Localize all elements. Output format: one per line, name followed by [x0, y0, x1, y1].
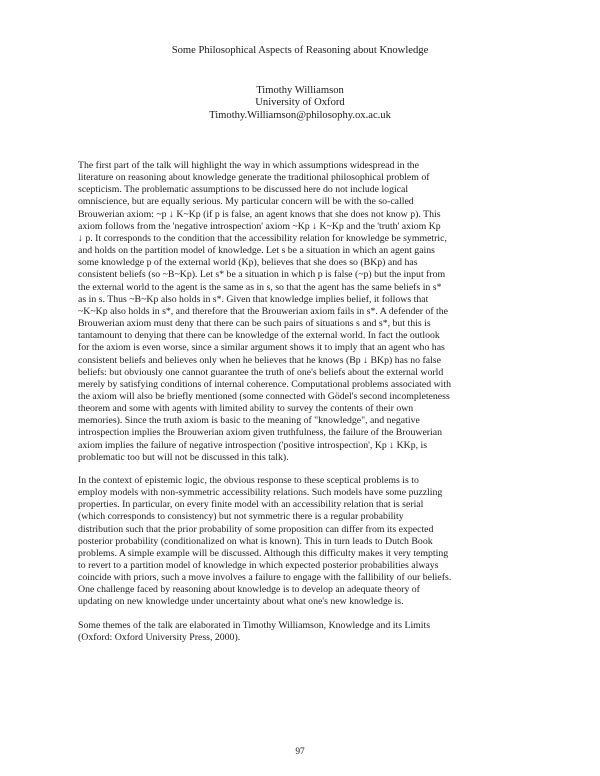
text-line: (Oxford: Oxford University Press, 2000).	[78, 631, 241, 643]
page-number: 97	[295, 747, 305, 757]
text-line: merely by satisfying conditions of internal coherence. Computational problems associated with	[78, 378, 452, 390]
text-line: the axiom will also be briefly mentioned (some connected with Gödel's second incompleteness	[78, 390, 450, 402]
text-line: coincide with priors, such a move involves a failure to engage with the fallibility of our beliefs.	[78, 572, 452, 584]
text-line: Some themes of the talk are elaborated in Timothy Williamson, Knowledge and its Limits	[78, 619, 431, 631]
text-line: scepticism. The problematic assumptions to be discussed here do not include logical	[78, 184, 409, 196]
text-line: (which corresponds to consistency) but not symmetric there is a regular probability	[78, 511, 404, 523]
text-line: problematic too but will not be discussed in this talk).	[78, 451, 289, 463]
text-line: consistent beliefs and believes only when he believes that he knows (Bp ↓ BKp) has no false	[78, 354, 441, 366]
paper-title: Some Philosophical Aspects of Reasoning about Knowledge	[171, 45, 429, 56]
text-line: updating on new knowledge under uncertainty about what one's new knowledge is.	[78, 596, 404, 608]
text-line: some knowledge p of the external world (Kp), believes that she does so (BKp) and has	[78, 257, 418, 269]
text-line: distribution such that the prior probability of some proposition can differ from its expected	[78, 523, 434, 535]
text-line: properties. In particular, on every finite model with an accessibility relation that is serial	[78, 499, 424, 511]
text-line: introspection implies the Brouwerian axiom given truthfulness, the failure of the Brouwerian	[78, 427, 443, 439]
text-line: memories). Since the truth axiom is basic to the meaning of "knowledge", and negative	[78, 415, 420, 427]
author-email: Timothy.Williamson@philosophy.ox.ac.uk	[209, 109, 391, 121]
text-line: One challenge faced by reasoning about knowledge is to develop an adequate theory of	[78, 584, 420, 596]
text-line: to revert to a partition model of knowledge in which expected posterior probabilities always	[78, 560, 439, 571]
text-line: tantamount to denying that there can be knowledge of the external world. In fact the outlook	[78, 330, 440, 342]
text-line: omniscience, but are equally serious. My particular concern will be with the so-called	[78, 196, 414, 208]
paragraph-1	[78, 160, 528, 464]
paragraph-3	[78, 620, 528, 644]
text-line: axiom implies the failure of negative introspection ('positive introspection', Kp ↓ KKp, is	[78, 439, 428, 451]
author-affiliation: University of Oxford	[255, 97, 345, 109]
text-line: the external world to the agent is the same as in s, so that the agent has the same beliefs in s*	[78, 281, 442, 293]
text-line: Brouwerian axiom: ~p ↓ K~Kp (if p is false, an agent knows that she does not know p). This	[78, 208, 441, 220]
paragraph-2	[78, 475, 528, 609]
text-line: ↓ p. It corresponds to the condition that the accessibility relation for knowledge be symmetric,	[78, 232, 447, 244]
text-line: for the axiom is even worse, since a similar argument shows it to imply that an agent who has	[78, 342, 445, 354]
text-line: beliefs: but obviously one cannot guarantee the truth of one's beliefs about the external world	[78, 366, 444, 378]
text-line: employ models with non-symmetric accessibility relations. Such models have some puzzling	[78, 487, 443, 499]
text-line: theorem and some with agents with limited ability to survey the contents of their own	[78, 403, 414, 415]
text-line: In the context of epistemic logic, the obvious response to these sceptical problems is to	[78, 474, 419, 486]
author-name: Timothy Williamson	[256, 85, 344, 96]
text-line: ~K~Kp also holds in s*, and therefore that the Brouwerian axiom fails in s*. A defender of the	[78, 305, 449, 317]
text-line: axiom follows from the 'negative introspection' axiom ~Kp ↓ K~Kp and the 'truth' axiom Kp	[78, 220, 441, 232]
text-line: literature on reasoning about knowledge generate the traditional philosophical problem of	[78, 172, 430, 184]
text-line: consistent beliefs (so ~B~Kp). Let s* be a situation in which p is false (~p) but the input from	[78, 269, 446, 281]
abstract-body	[78, 160, 528, 655]
text-line: posterior probability (conditionalized on what is known). This in turn leads to Dutch Book	[78, 535, 433, 547]
text-line: problems. A simple example will be discussed. Although this difficulty makes it very tempting	[78, 547, 449, 559]
text-line: The first part of the talk will highlight the way in which assumptions widespread in the	[78, 160, 419, 171]
author-block	[0, 85, 600, 122]
text-line: and holds on the partition model of knowledge. Let s be a situation in which an agent gains	[78, 245, 435, 257]
text-line: Brouwerian axiom must deny that there can be such pairs of situations s and s*, but this is	[78, 318, 431, 330]
text-line: as in s. Thus ~B~Kp also holds in s*. Given that knowledge implies belief, it follows that	[78, 293, 429, 305]
